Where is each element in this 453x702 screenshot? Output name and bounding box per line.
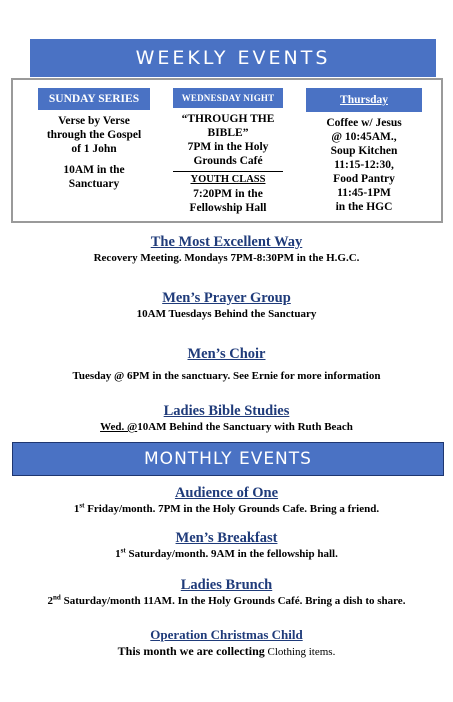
thursday-line: Coffee w/ Jesus <box>326 117 402 129</box>
event-description <box>0 502 453 517</box>
thursday-line: 11:45-1PM <box>337 187 391 199</box>
event-details: Friday/month. 7PM in the Holy Grounds Cafe. Bring a friend. <box>84 503 380 515</box>
event-day: Wed. @ <box>100 421 138 433</box>
event-title: Operation Christmas Child <box>150 627 303 642</box>
event-most-excellent-way <box>0 233 453 266</box>
sunday-heading: SUNDAY SERIES <box>38 88 150 110</box>
sunday-line: Sanctuary <box>68 178 120 190</box>
event-description <box>0 547 453 562</box>
thursday-line: Food Pantry <box>333 173 395 185</box>
event-ladies-brunch <box>0 576 453 609</box>
event-title: Ladies Bible Studies <box>163 403 290 419</box>
sunday-line: of 1 John <box>71 143 117 155</box>
weekly-schedule-box <box>11 78 443 223</box>
thursday-line: @ 10:45AM., <box>331 131 397 143</box>
youth-line: Fellowship Hall <box>189 202 267 214</box>
event-details: Saturday/month. 9AM in the fellowship hall. <box>125 548 338 560</box>
event-title: Audience of One <box>174 485 279 501</box>
collection-items: Clothing items. <box>264 646 336 658</box>
divider <box>173 171 283 172</box>
event-ladies-bible-studies <box>0 402 453 435</box>
event-title: Men’s Breakfast <box>175 530 278 546</box>
ordinal-number: 1 <box>115 548 121 560</box>
event-title: Men’s Choir <box>187 346 266 362</box>
event-mens-breakfast <box>0 529 453 562</box>
thursday-heading: Thursday <box>306 88 422 112</box>
event-audience-of-one <box>0 484 453 517</box>
event-description <box>0 594 453 609</box>
ordinal-number: 1 <box>73 503 80 515</box>
thursday-line: in the HGC <box>335 201 393 213</box>
wednesday-column <box>173 88 283 215</box>
event-mens-choir <box>0 345 453 384</box>
event-title: Men’s Prayer Group <box>162 290 291 306</box>
weekly-events-banner: WEEKLY EVENTS <box>30 39 436 77</box>
thursday-line: Soup Kitchen <box>330 145 398 157</box>
thursday-line: 11:15-12:30, <box>334 159 394 171</box>
event-title: The Most Excellent Way <box>150 234 303 250</box>
wednesday-line: “THROUGH THE <box>181 113 275 125</box>
event-description <box>0 644 453 660</box>
event-details: 10AM Behind the Sanctuary with Ruth Beach <box>137 421 353 433</box>
sunday-line: 10AM in the <box>63 164 125 176</box>
ordinal-suffix: nd <box>53 593 61 602</box>
ordinal-suffix: st <box>120 546 126 555</box>
wednesday-line: 7PM in the Holy <box>187 141 269 153</box>
sunday-column <box>38 88 150 191</box>
event-description: Recovery Meeting. Mondays 7PM-8:30PM in the H.G.C. <box>93 252 360 264</box>
youth-line: 7:20PM in the <box>193 188 263 200</box>
ordinal-number: 2 <box>47 595 54 607</box>
ordinal-suffix: st <box>79 501 85 510</box>
wednesday-heading: WEDNESDAY NIGHT <box>173 88 283 108</box>
sunday-line: Verse by Verse <box>58 115 130 127</box>
event-description: Tuesday @ 6PM in the sanctuary. See Ernie for more information <box>72 370 381 382</box>
event-details: Saturday/month 11AM. In the Holy Grounds Café. Bring a dish to share. <box>60 595 406 607</box>
event-description <box>0 420 453 435</box>
youth-class-heading: YOUTH CLASS <box>190 174 266 185</box>
wednesday-line: BIBLE” <box>207 127 249 139</box>
monthly-events-banner: MONTHLY EVENTS <box>12 442 444 476</box>
event-mens-prayer-group <box>0 289 453 322</box>
event-operation-christmas-child <box>0 626 453 660</box>
event-description: 10AM Tuesdays Behind the Sanctuary <box>136 308 317 320</box>
event-details: This month we are collecting <box>117 644 265 658</box>
thursday-column <box>306 88 422 214</box>
event-title: Ladies Brunch <box>180 577 273 593</box>
sunday-line: through the Gospel <box>46 129 142 141</box>
wednesday-line: Grounds Café <box>193 155 263 167</box>
